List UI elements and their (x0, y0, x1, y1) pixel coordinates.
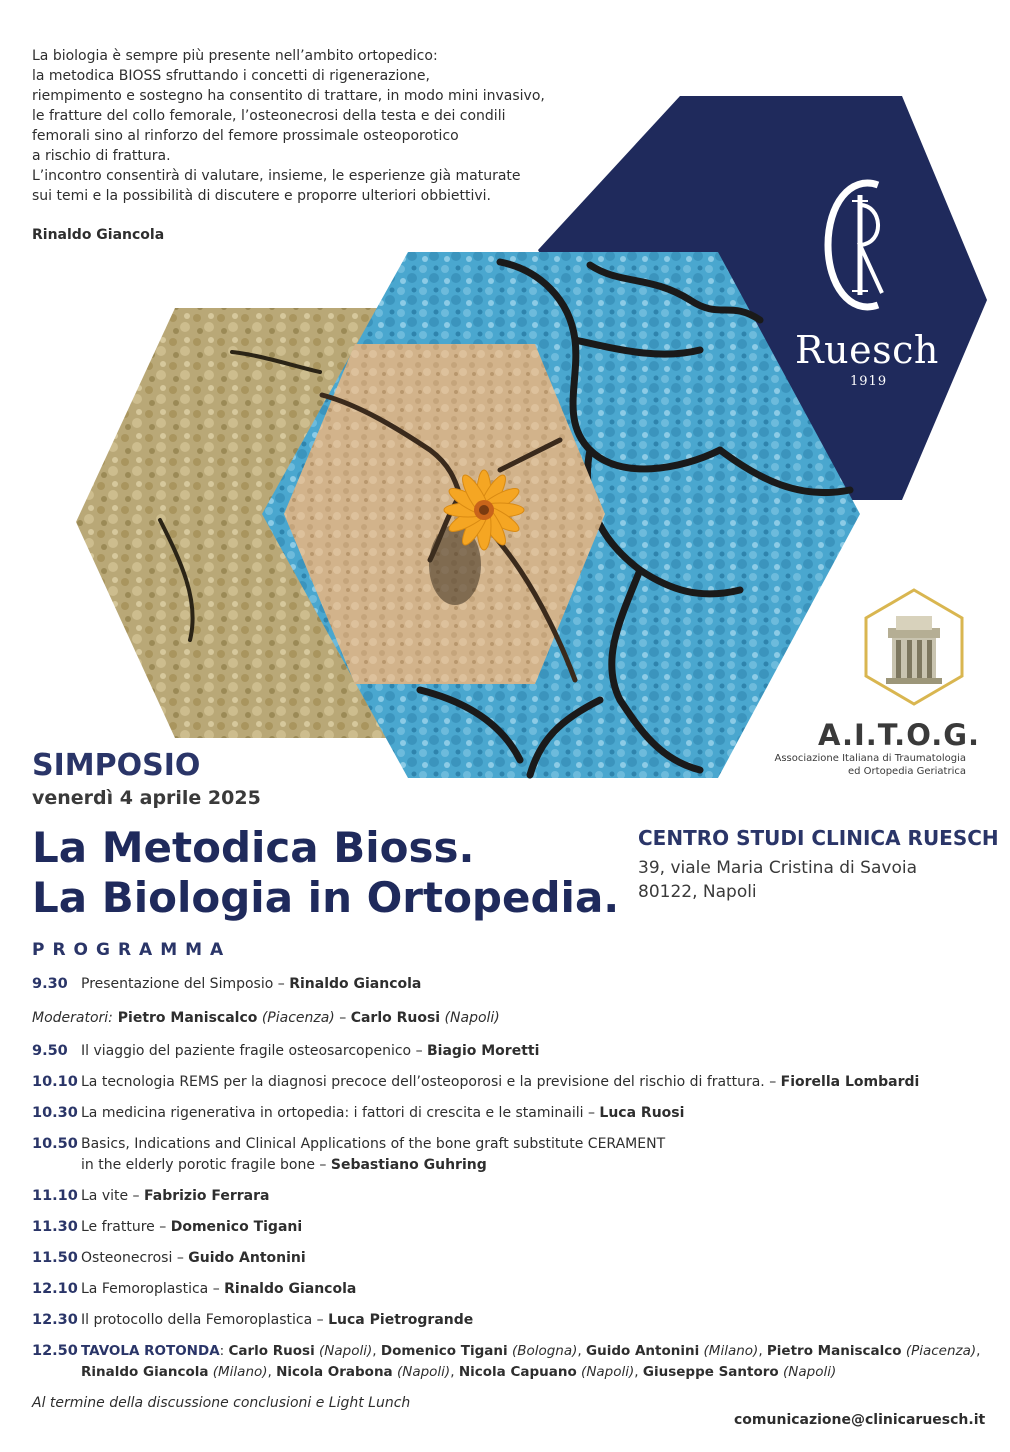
moderator-city: (Napoli) (440, 1010, 500, 1026)
program-time: 12.50 (32, 1343, 78, 1359)
venue-address-line2: 80122, Napoli (638, 882, 757, 902)
panelist-name: Rinaldo Giancola (81, 1364, 209, 1380)
panelist-name (32, 1364, 208, 1380)
panelist-name: Guido Antonini (586, 1343, 700, 1359)
program-time: 12.10 (32, 1281, 78, 1297)
panelist-city: (Napoli) (396, 1364, 451, 1380)
program-speaker: Rinaldo Giancola (289, 976, 422, 992)
program-time: 9.30 (32, 976, 68, 992)
program-title-continued: in the elderly porotic fragile bone – (81, 1157, 331, 1173)
program-speaker: Sebastiano Guhring (330, 1157, 487, 1173)
temple-icon (862, 588, 966, 706)
program-title: Basics, Indications and Clinical Applications of the bone graft substitute CERAMENT (81, 1136, 666, 1152)
program-title: La tecnologia REMS per la diagnosi precoce dell’osteoporosi e la previsione del rischio di frattura. – (81, 1074, 781, 1090)
aitog-logo-name: A.I.T.O.G. (818, 718, 981, 752)
program-item (32, 1310, 473, 1331)
moderators-row (32, 1008, 500, 1029)
program-title: Presentazione del Simposio – (81, 976, 290, 992)
program-time: 11.10 (32, 1188, 78, 1204)
event-date: venerdì 4 aprile 2025 (32, 787, 261, 809)
program-item (32, 1279, 356, 1300)
panelist-city: (Napoli) (581, 1364, 635, 1380)
program-item (32, 1072, 919, 1093)
panelist-name: Carlo Ruosi (228, 1343, 315, 1359)
panelist-name: Giuseppe Santoro (642, 1364, 779, 1380)
program-item (32, 1134, 665, 1176)
moderators-label: Moderatori: (32, 1010, 113, 1026)
program-title: Il protocollo della Femoroplastica – (81, 1312, 329, 1328)
moderator-separator: – (334, 1010, 351, 1026)
ruesch-logo-year: 1919 (850, 374, 888, 389)
panelist-name: Nicola Capuano (458, 1364, 577, 1380)
program-time: 11.50 (32, 1250, 78, 1266)
program-title: La medicina rigenerativa in ortopedia: i fattori di crescita e le staminaili – (81, 1105, 600, 1121)
cr-monogram-icon (820, 165, 900, 325)
program-item (32, 1217, 302, 1238)
program-speaker: Rinaldo Giancola (224, 1281, 357, 1297)
venue-name: CENTRO STUDI CLINICA RUESCH (638, 826, 999, 850)
program-time: 11.30 (32, 1219, 78, 1235)
program-time: 12.30 (32, 1312, 78, 1328)
round-table-label: TAVOLA ROTONDA (81, 1343, 220, 1359)
panelist-city: (Napoli) (319, 1343, 373, 1359)
program-speaker: Luca Pietrogrande (328, 1312, 474, 1328)
program-item (32, 1041, 539, 1062)
program-title: Il viaggio del paziente fragile osteosarcopenico – (81, 1043, 428, 1059)
program-speaker: Fabrizio Ferrara (144, 1188, 270, 1204)
program-speaker: Domenico Tigani (170, 1219, 303, 1235)
program-speaker: Luca Ruosi (599, 1105, 685, 1121)
panelist-city: (Napoli) (783, 1364, 837, 1380)
venue-address-line1: 39, viale Maria Cristina di Savoia (638, 858, 917, 878)
program-title: La vite – (81, 1188, 145, 1204)
program-title: La Femoroplastica – (81, 1281, 225, 1297)
program-title: Osteonecrosi – (81, 1250, 189, 1266)
moderator-name: Carlo Ruosi (350, 1010, 441, 1026)
aitog-subtitle-line1: Associazione Italiana di Traumatologia (774, 753, 966, 764)
panelist-city: (Bologna) (511, 1343, 578, 1359)
program-time: 10.30 (32, 1105, 78, 1121)
panelist-name: Pietro Maniscalco (766, 1343, 902, 1359)
contact-email[interactable]: comunicazione@clinicaruesch.it (734, 1412, 986, 1428)
aitog-logo-subtitle (760, 752, 966, 778)
program-item (32, 1186, 269, 1207)
program-speaker: Guido Antonini (188, 1250, 306, 1266)
program-item (32, 974, 421, 995)
moderator-name: Pietro Maniscalco (112, 1010, 258, 1026)
event-type: SIMPOSIO (32, 748, 201, 783)
program-item (32, 1248, 306, 1269)
panelist-name: Domenico Tigani (380, 1343, 508, 1359)
panelist-city: (Milano) (212, 1364, 268, 1380)
program-speaker: Fiorella Lombardi (780, 1074, 920, 1090)
intro-author: Rinaldo Giancola (32, 227, 165, 243)
panelist-city: (Milano) (703, 1343, 759, 1359)
moderator-city: (Piacenza) (257, 1010, 335, 1026)
panelist-city: (Piacenza) (905, 1343, 977, 1359)
program-time: 9.50 (32, 1043, 68, 1059)
intro-text: La biologia è sempre più presente nell’ambito ortopedico: la metodica BIOSS sfruttando i concetti di rigenerazione, riempimento e sostegno ha consentito di trattare, in modo mini invasivo, le fratture del collo femorale, l’osteonecrosi della testa e dei condili femorali sino al rinforzo del femore prossimale osteoporotico a rischio di frattura. L’incontro consentirà di valutare, insieme, le esperienze già maturate sui temi e la possibilità di discutere e proporre ulteriori obbiettivi. (32, 48, 545, 204)
panelist-name: Nicola Orabona (276, 1364, 393, 1380)
round-table-item: 12.50 TAVOLA ROTONDA: Carlo Ruosi (Napoli), Domenico Tigani (Bologna), Guido Antonini (Milano), Pietro Maniscalco (Piacenza), Rinaldo Giancola (Milano), Nicola Orabona (Napoli), Nicola Capuano (Napoli), Giuseppe Santoro (Napoli) (32, 1343, 981, 1380)
program-item (32, 1103, 684, 1124)
program-heading: PROGRAMMA (32, 940, 232, 960)
ruesch-logo-name: Ruesch (795, 328, 939, 372)
program-speaker: Biagio Moretti (427, 1043, 540, 1059)
program-time: 10.50 (32, 1136, 78, 1152)
event-title-line1: La Metodica Bioss. (32, 823, 475, 872)
aitog-subtitle-line2: ed Ortopedia Geriatrica (848, 766, 966, 777)
event-title-line2: La Biologia in Ortopedia. (32, 873, 620, 922)
closing-note: Al termine della discussione conclusioni e Light Lunch (32, 1395, 411, 1411)
program-time: 10.10 (32, 1074, 78, 1090)
program-title: Le fratture – (81, 1219, 171, 1235)
